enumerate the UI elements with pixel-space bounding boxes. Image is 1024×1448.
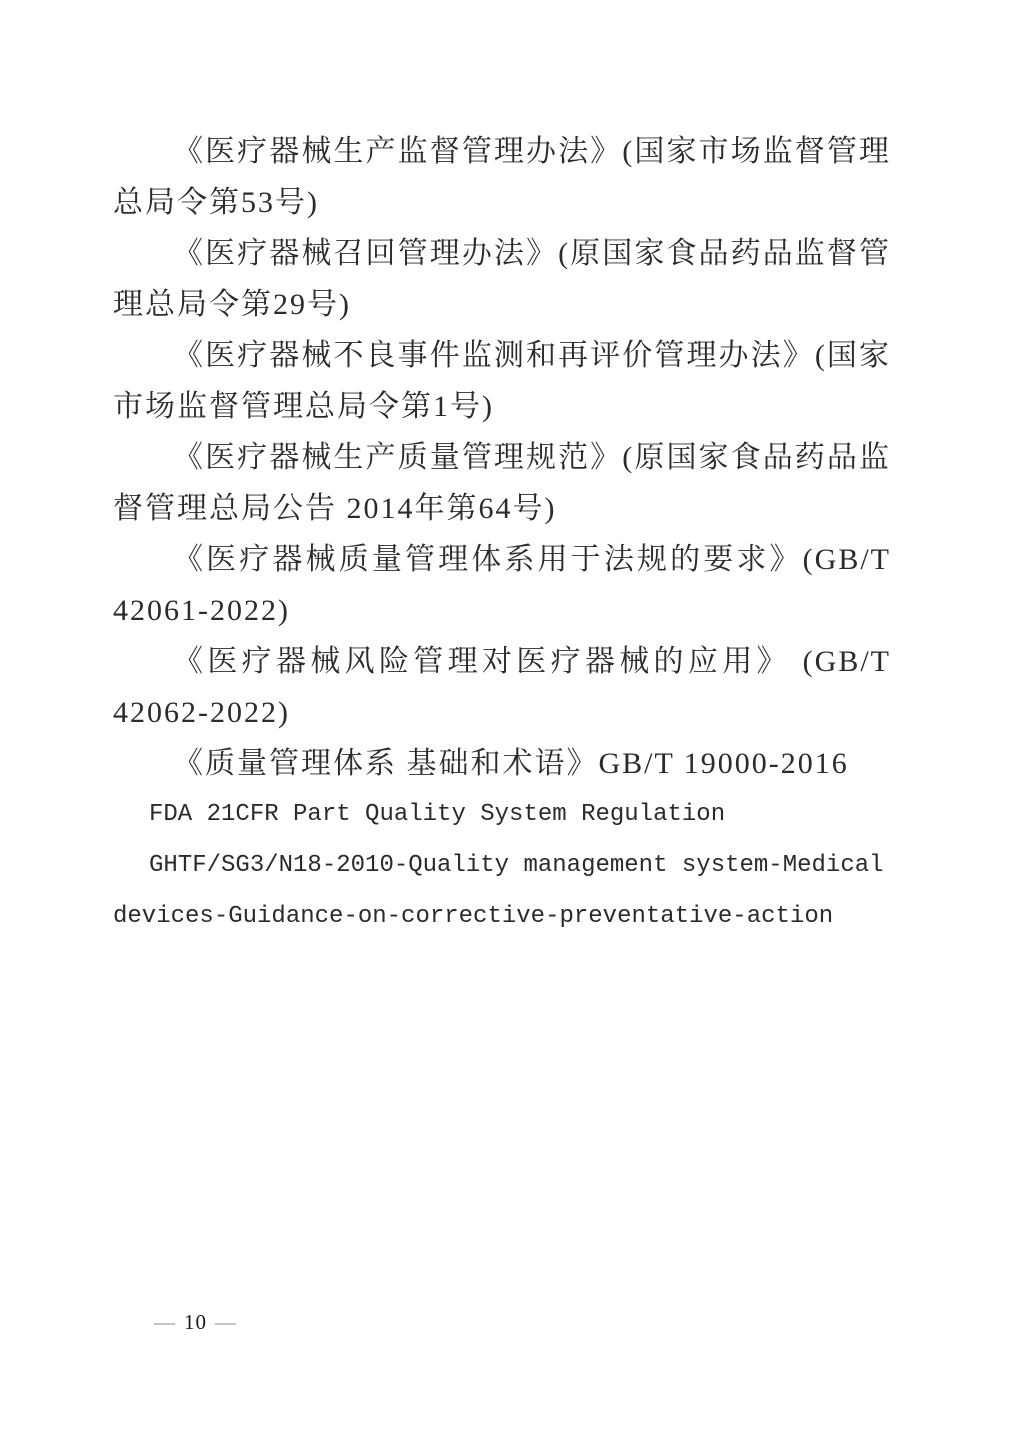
- references-list: [113, 126, 891, 942]
- reference-item: GHTF/SG3/N18-2010-Quality management system-Medical devices-Guidance-on-corrective-preventative-action: [113, 852, 884, 930]
- reference-item: 《质量管理体系 基础和术语》GB/T 19000-2016: [173, 747, 849, 780]
- reference-item: 《医疗器械生产监督管理办法》(国家市场监督管理总局令第53号): [113, 135, 891, 219]
- reference-item: 《医疗器械召回管理办法》(原国家食品药品监督管理总局令第29号): [113, 237, 891, 321]
- reference-item: 《医疗器械质量管理体系用于法规的要求》(GB/T 42061-2022): [113, 543, 891, 627]
- footer-dash-right: —: [215, 1310, 237, 1334]
- page-number-footer: [146, 1310, 245, 1335]
- reference-item: FDA 21CFR Part Quality System Regulation: [149, 801, 726, 828]
- reference-item: 《医疗器械风险管理对医疗器械的应用》 (GB/T 42062-2022): [113, 645, 891, 729]
- page-number: 10: [184, 1310, 207, 1334]
- reference-item: 《医疗器械生产质量管理规范》(原国家食品药品监督管理总局公告 2014年第64号): [113, 441, 891, 525]
- footer-dash-left: —: [154, 1310, 176, 1334]
- reference-item: 《医疗器械不良事件监测和再评价管理办法》(国家市场监督管理总局令第1号): [113, 339, 891, 423]
